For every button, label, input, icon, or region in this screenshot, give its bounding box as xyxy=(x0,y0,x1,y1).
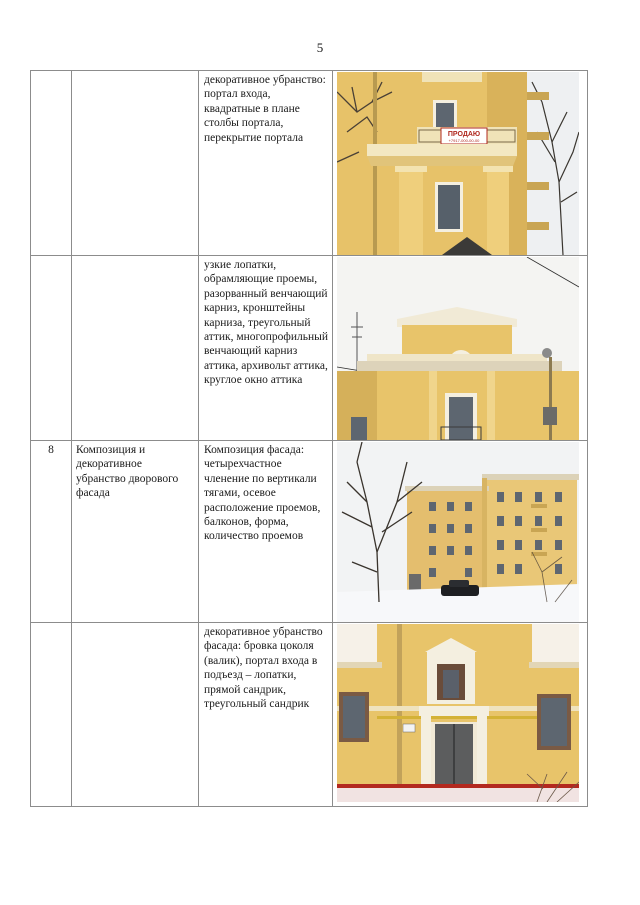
building-portal-photo xyxy=(337,72,579,255)
table-row xyxy=(31,623,588,807)
sale-sign-text: ПРОДАЮ xyxy=(447,131,481,138)
feature-description: декоративное убранство фасада: бровка цоколя (валик), портал входа в подъезд – лопатки, прямой сандрик, треугольный сандрик xyxy=(199,623,333,807)
sale-sign-phone: +7917-000-00-00 xyxy=(448,138,480,143)
page-number: 5 xyxy=(316,40,324,55)
table-row xyxy=(31,441,588,623)
feature-name xyxy=(72,256,199,441)
feature-description: узкие лопатки, обрамляющие проемы, разорванный венчающий карниз, кронштейны карниза, треугольный аттик, многопрофильный венчающий карниз аттика, архивольт аттика, круглое окно аттика xyxy=(199,256,333,441)
feature-description: Композиция фасада: четырехчастное членение по вертикали тягами, осевое расположение проемов, балконов, форма, количество проемов xyxy=(199,441,333,623)
row-number xyxy=(31,256,72,441)
feature-name: Композиция и декоративное убранство дворового фасада xyxy=(72,441,199,623)
row-number xyxy=(31,623,72,807)
row-number xyxy=(31,71,72,256)
entrance-portal-photo xyxy=(337,624,579,802)
row-number: 8 xyxy=(31,441,72,623)
feature-name xyxy=(72,623,199,807)
feature-description: декоративное убранство: портал входа, квадратные в плане столбы портала, перекрытие портала xyxy=(199,71,333,256)
table-row xyxy=(31,256,588,441)
table-row xyxy=(31,71,588,256)
monument-features-table xyxy=(30,70,588,807)
courtyard-facade-photo xyxy=(337,442,579,622)
feature-name xyxy=(72,71,199,256)
building-attic-photo xyxy=(337,257,579,440)
